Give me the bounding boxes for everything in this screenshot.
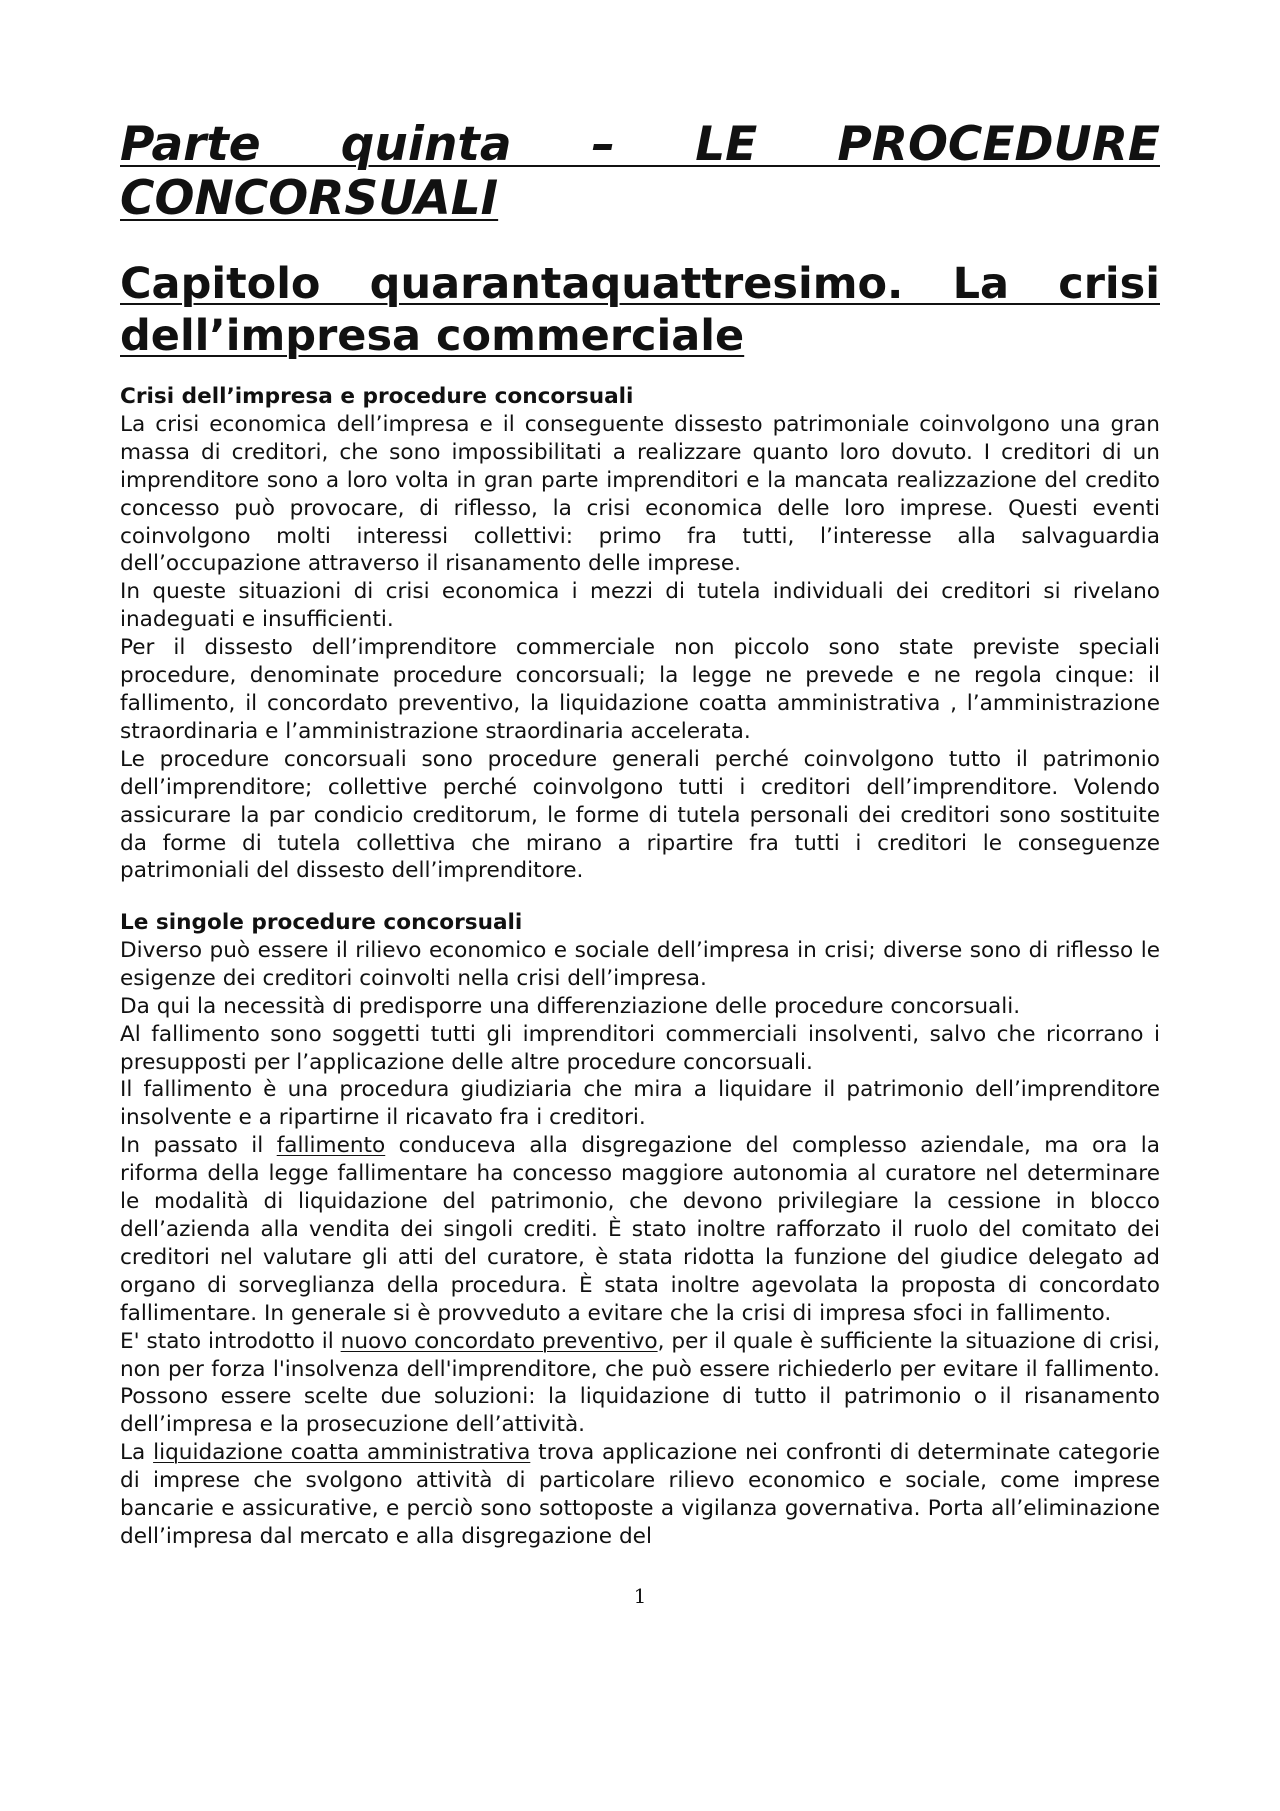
paragraph-text: conduceva alla disgregazione del complesso aziendale, ma ora la riforma della legge fallimentare ha concesso maggiore autonomia al curatore nel determinare le modalità di liquidazione del patrimonio, che devono privilegiare la cessione in blocco dell’azienda alla vendita dei singoli crediti. È stato inoltre rafforzato il ruolo del comitato dei creditori nel valutare gli atti del curatore, è stata ridotta la funzione del giudice delegato ad organo di sorveglianza della procedura. È stata inoltre agevolata la proposta di concordato fallimentare. In generale si è provveduto a evitare che la crisi di impresa sfoci in fallimento. (120, 1133, 1160, 1326)
section-heading: Crisi dell’impresa e procedure concorsuali (120, 384, 634, 409)
document-page (120, 0, 1160, 1811)
paragraph: Diverso può essere il rilievo economico e sociale dell’impresa in crisi; diverse sono di riflesso le esigenze dei creditori coinvolti nella crisi dell’impresa. (120, 937, 1160, 991)
paragraph: Per il dissesto dell’imprenditore commerciale non piccolo sono state previste speciali procedure, denominate procedure concorsuali; la legge ne prevede e ne regola cinque: il fallimento, il concordato preventivo, la liquidazione coatta amministrativa , l’amministrazione straordinaria e l’amministrazione straordinaria accelerata. (120, 635, 1160, 744)
paragraph-text: In passato il (120, 1133, 277, 1159)
page-number: 1 (633, 1584, 647, 1608)
paragraph-text: La (120, 1440, 154, 1466)
paragraph: Il fallimento è una procedura giudiziaria che mira a liquidare il patrimonio dell’imprenditore insolvente e a ripartirne il ricavato fra i creditori. (120, 1077, 1160, 1131)
paragraph: Le procedure concorsuali sono procedure generali perché coinvolgono tutto il patrimonio dell’imprenditore; collettive perché coinvolgono tutti i creditori dell’imprenditore. Volendo assicurare la par condicio creditorum, le forme di tutela personali dei creditori sono sostituite da forme di tutela collettiva che mirano a ripartire fra tutti i creditori le conseguenze patrimoniali del dissesto dell’imprenditore. (120, 746, 1160, 884)
part-title: Parte quinta – LE PROCEDURE CONCORSUALI (120, 117, 1160, 226)
liquidazione-coatta-link: liquidazione coatta amministrativa (153, 1440, 531, 1466)
paragraph: La crisi economica dell’impresa e il conseguente dissesto patrimoniale coinvolgono una gran massa di creditori, che sono impossibilitati a realizzare quanto loro dovuto. I creditori di un imprenditore sono a loro volta in gran parte imprenditori e la mancata realizzazione del credito concesso può provocare, di riflesso, la crisi economica delle loro imprese. Questi eventi coinvolgono molti interessi collettivi: primo fra tutti, l’interesse alla salvaguardia dell’occupazione attraverso il risanamento delle imprese. (120, 411, 1160, 577)
chapter-title: Capitolo quarantaquattresimo. La crisi dell’impresa commerciale (120, 259, 1160, 361)
paragraph: Da qui la necessità di predisporre una differenziazione delle procedure concorsuali. (120, 993, 1021, 1019)
section-singole-procedure (120, 909, 1160, 1551)
paragraph-text: , per il quale è sufficiente la situazione di crisi, non per forza l'insolvenza dell'imprenditore, che può essere richiederlo per evitare il fallimento. Possono essere scelte due soluzioni: la liquidazione di tutto il patrimonio o il risanamento dell’impresa e la prosecuzione dell’attività. (120, 1328, 1160, 1438)
paragraph-text: trova applicazione nei confronti di determinate categorie di imprese che svolgono attività di particolare rilievo economico e sociale, come imprese bancarie e assicurative, e perciò sono sottoposte a vigilanza governativa. Porta all’eliminazione dell’impresa dal mercato e alla disgregazione del (120, 1440, 1160, 1549)
fallimento-link: fallimento (276, 1133, 386, 1159)
paragraph-fallimento (120, 1132, 1160, 1327)
section-heading: Le singole procedure concorsuali (120, 910, 523, 935)
paragraph: Al fallimento sono soggetti tutti gli imprenditori commerciali insolventi, salvo che ricorrano i presupposti per l’applicazione delle altre procedure concorsuali. (120, 1021, 1160, 1075)
paragraph-text: E' stato introdotto il (120, 1328, 341, 1354)
paragraph: In queste situazioni di crisi economica i mezzi di tutela individuali dei creditori si rivelano inadeguati e insufficienti. (120, 579, 1160, 633)
section-crisi-impresa (120, 383, 1160, 885)
paragraph-liquidazione (120, 1439, 1160, 1551)
paragraph-concordato (120, 1328, 1160, 1440)
concordato-preventivo-link: nuovo concordato preventivo (340, 1328, 658, 1354)
